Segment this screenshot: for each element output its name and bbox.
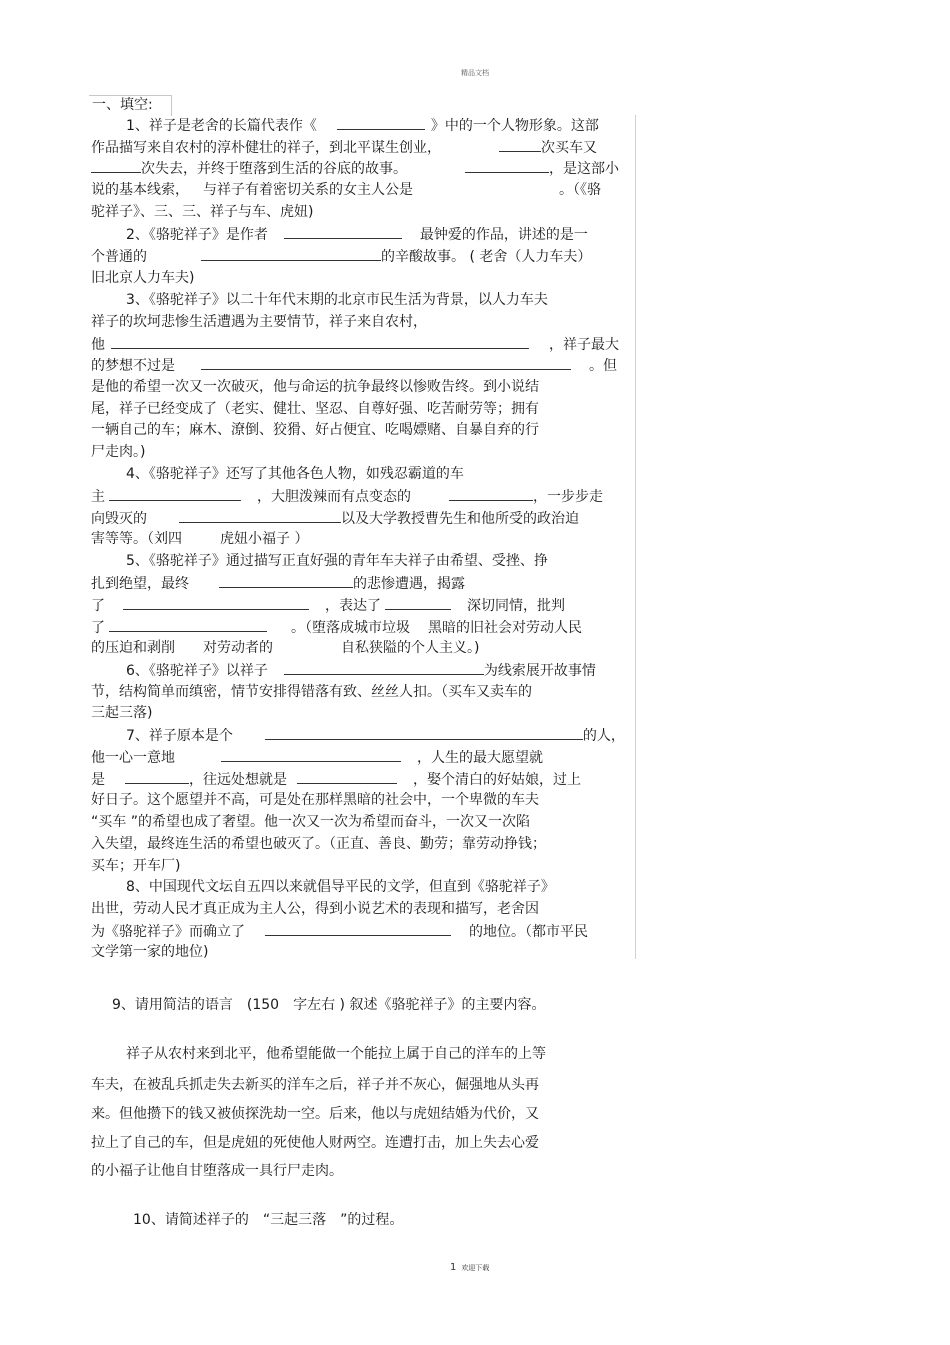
q10-prompt: 10、请简述祥子的 “三起三落 ”的过程。 [133,1212,404,1228]
blank[interactable] [449,486,533,501]
blank[interactable] [499,137,541,152]
q2-line-3: 旧北京人力车夫) [91,270,195,286]
q7-line-1: 7、祥子原本是个 的人， [126,725,625,746]
q2-line-2: 个普通的 的辛酸故事。 ( 老舍（人力车夫） [91,246,591,267]
blank[interactable] [337,115,425,130]
q8-line-1: 8、中国现代文坛自五四以来就倡导平民的文学，但直到《骆驼祥子》 [126,879,555,895]
q9-answer-line-3: 来。但他攒下的钱又被侦探洗劫一空。后来，他以与虎妞结婚为代价，又 [91,1106,539,1122]
blank[interactable] [109,486,241,501]
blank[interactable] [221,747,401,762]
page-number: 1 [450,1262,457,1273]
q3-line-6: 尾，祥子已经变成了（老实、健壮、坚忍、自尊好强、吃苦耐劳等；拥有 [91,401,539,417]
q5-line-3: 了 ，表达了 深切同情，批判 [91,595,565,616]
q1-line-1: 1、祥子是老舍的长篇代表作《 》中的一个人物形象。这部 [126,115,599,136]
footer-label: 欢迎下载 [461,1264,490,1272]
q3-line-3: 他 ，祥子最大 [91,334,619,355]
q2-line-1: 2、《骆驼祥子》是作者 最钟爱的作品，讲述的是一 [126,224,588,245]
blank[interactable] [91,158,141,173]
q9-answer-line-1: 祥子从农村来到北平，他希望能做一个能拉上属于自己的洋车的上等 [126,1046,546,1062]
q8-line-2: 出世，劳动人民才真正成为主人公，得到小说艺术的表现和描写，老舍因 [91,901,539,917]
q3-line-2: 祥子的坎坷悲惨生活遭遇为主要情节，祥子来自农村， [91,314,427,330]
blank[interactable] [179,508,341,523]
section-title: 一、填空: [92,97,153,113]
blank[interactable] [297,769,397,784]
blank[interactable] [284,660,484,675]
q9-answer-line-4: 拉上了自己的车，但是虎妞的死使他人财两空。连遭打击，加上失去心爱 [91,1135,539,1151]
blank[interactable] [385,595,451,610]
q4-line-4: 害等等。（刘四 虎妞小福子 ） [91,531,309,547]
q1-line-3: 次失去，并终于堕落到生活的谷底的故事。 ，是这部小 [91,158,619,179]
q3-line-4: 的梦想不过是 。但 [91,355,617,376]
blank[interactable] [109,617,267,632]
q8-line-3: 为《骆驼祥子》而确立了 的地位。（都市平民 [91,921,588,942]
q7-line-2: 他一心一意地 ，人生的最大愿望就 [91,747,543,768]
q3-line-1: 3、《骆驼祥子》以二十年代末期的北京市民生活为背景，以人力车夫 [126,292,548,308]
q3-line-7: 一辆自己的车；麻木、潦倒、狡猾、好占便宜、吃喝嫖赌、自暴自弃的行 [91,422,539,438]
q3-line-8: 尸走肉。) [91,444,146,460]
page-header: 精品文档 [461,69,489,77]
q1-line-5: 驼祥子》、三、三、祥子与车、虎妞) [91,204,314,220]
blank[interactable] [284,224,402,239]
blank[interactable] [111,334,529,349]
q7-line-6: 入失望，最终连生活的希望也破灭了。（正直、善良、勤劳；靠劳动挣钱； [91,836,546,852]
q9-prompt: 9、请用简洁的语言 (150 字左右 ) 叙述《骆驼祥子》的主要内容。 [112,997,546,1013]
q8-line-4: 文学第一家的地位) [91,944,209,960]
q5-line-5: 的压迫和剥削 对劳动者的 自私狭隘的个人主义。) [91,640,480,656]
blank[interactable] [201,355,571,370]
blank[interactable] [219,573,353,588]
blank[interactable] [265,921,451,936]
blank[interactable] [201,246,381,261]
q7-line-7: 买车；开车厂) [91,858,181,874]
q1-line-2: 作品描写来自农村的淳朴健壮的祥子，到北平谋生创业， 次买车又 [91,137,597,158]
blank[interactable] [465,158,549,173]
q7-line-3: 是 ，往远处想就是 ，娶个清白的好姑娘，过上 [91,769,581,790]
q9-answer-line-2: 车夫，在被乱兵抓走失去新买的洋车之后，祥子并不灰心，倔强地从头再 [91,1077,539,1093]
blank[interactable] [123,595,309,610]
page-footer [450,1262,489,1273]
q4-line-1: 4、《骆驼祥子》还写了其他各色人物，如残忍霸道的车 [126,466,464,482]
q6-line-1: 6、《骆驼祥子》以祥子 为线索展开故事情 [126,660,596,681]
q7-line-5: “买车 ”的希望也成了奢望。他一次又一次为希望而奋斗，一次又一次陷 [91,814,530,830]
q6-line-3: 三起三落) [91,705,153,721]
q7-line-4: 好日子。这个愿望并不高，可是处在那样黑暗的社会中，一个卑微的车夫 [91,792,539,808]
blank[interactable] [125,769,189,784]
q4-line-3: 向毁灭的 以及大学教授曹先生和他所受的政治迫 [91,508,579,529]
q6-line-2: 节，结构简单而缜密，情节安排得错落有致、丝丝人扣。（买车又卖车的 [91,684,532,700]
q5-line-1: 5、《骆驼祥子》通过描写正直好强的青年车夫祥子由希望、受挫、挣 [126,553,548,569]
q5-line-4: 了 。（堕落成城市垃圾 黑暗的旧社会对劳动人民 [91,617,582,638]
blank[interactable] [265,725,583,740]
q9-answer-line-5: 的小福子让他自甘堕落成一具行尸走肉。 [91,1163,343,1179]
q3-line-5: 是他的希望一次又一次破灭，他与命运的抗争最终以惨败告终。到小说结 [91,379,539,395]
q5-line-2: 扎到绝望，最终 的悲惨遭遇，揭露 [91,573,465,594]
q4-line-2: 主 ，大胆泼辣而有点变态的 ，一步步走 [91,486,603,507]
q1-line-4: 说的基本线索， 与祥子有着密切关系的女主人公是 。（《骆 [91,182,601,198]
